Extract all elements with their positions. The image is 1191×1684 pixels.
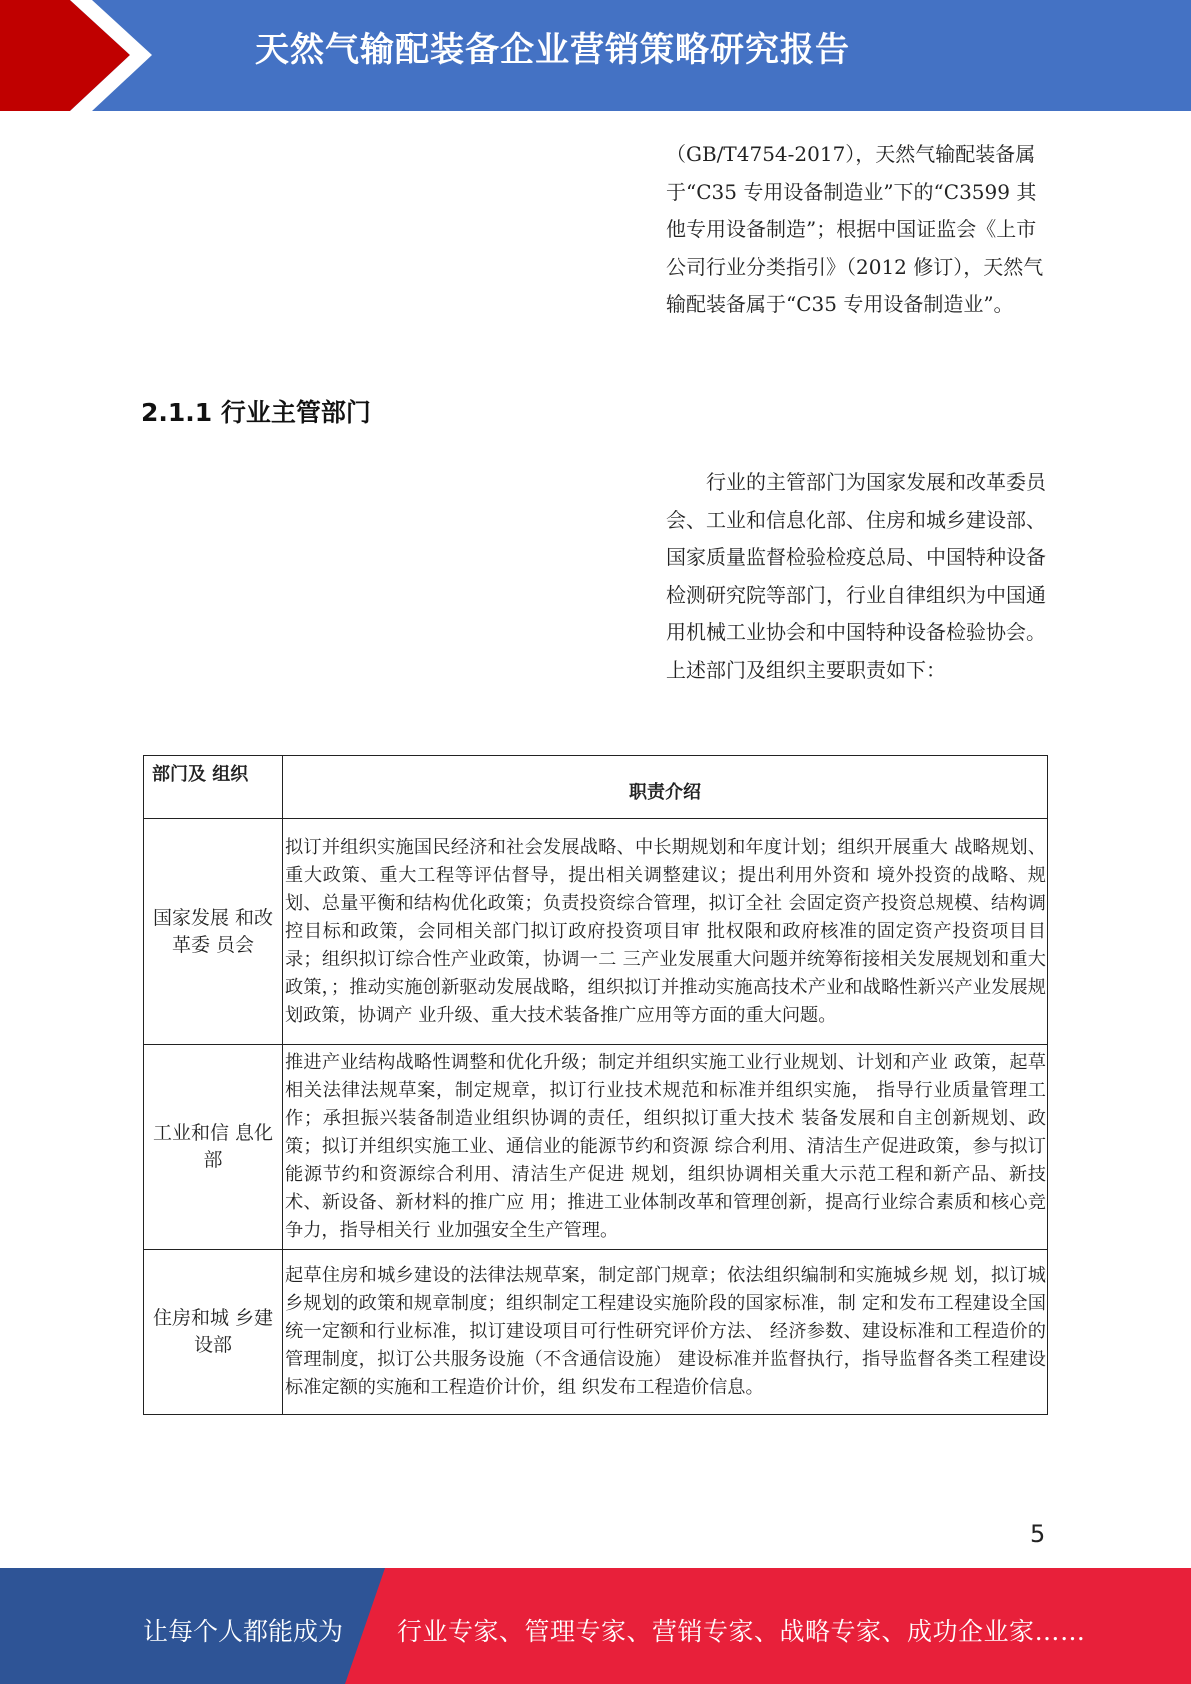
page-header <box>0 0 1191 111</box>
footer-slogan-right: 行业专家、管理专家、营销专家、战略专家、成功企业家…… <box>397 1617 1086 1646</box>
report-title: 天然气输配装备企业营销策略研究报告 <box>255 30 850 70</box>
table-row <box>144 1045 1048 1250</box>
table-header-row <box>144 756 1048 819</box>
section-heading: 2.1.1 行业主管部门 <box>141 398 371 427</box>
footer-slogan-left: 让每个人都能成为 <box>143 1617 344 1646</box>
dept-cell: 工业和信 息化部 <box>144 1045 283 1250</box>
column-header-duty: 职责介绍 <box>283 756 1048 819</box>
dept-cell: 住房和城 乡建设部 <box>144 1250 283 1415</box>
section-paragraph-text: 行业的主管部门为国家发展和改革委员会、工业和信息化部、住房和城乡建设部、国家质量监督检验检疫总局、中国特种设备检测研究院等部门，行业自律组织为中国通用机械工业协会和中国特种设备检验协会。上述部门及组织主要职责如下： <box>666 470 1046 682</box>
table-row <box>144 819 1048 1045</box>
responsibilities-table <box>143 755 1048 1415</box>
column-header-dept: 部门及 组织 <box>144 756 283 819</box>
dept-cell: 国家发展 和改革委 员会 <box>144 819 283 1045</box>
table-row <box>144 1250 1048 1415</box>
section-paragraph <box>666 464 1050 689</box>
duty-cell: 起草住房和城乡建设的法律法规草案，制定部门规章；依法组织编制和实施城乡规 划，拟订城乡规划的政策和规章制度；组织制定工程建设实施阶段的国家标准，制 定和发布工程建设全国统一定额和行业标准，拟订建设项目可行性研究评价方法、 经济参数、建设标准和工程造价的管理制度，拟订公共服务设施（不含通信设施） 建设标准并监督执行，指导监督各类工程建设标准定额的实施和工程造价计价，组 织发布工程造价信息。 <box>283 1250 1048 1415</box>
duty-cell: 推进产业结构战略性调整和优化升级；制定并组织实施工业行业规划、计划和产业 政策，起草相关法律法规草案，制定规章，拟订行业技术规范和标准并组织实施， 指导行业质量管理工作；承担振兴装备制造业组织协调的责任，组织拟订重大技术 装备发展和自主创新规划、政策；拟订并组织实施工业、通信业的能源节约和资源 综合利用、清洁生产促进政策，参与拟订能源节约和资源综合利用、清洁生产促进 规划，组织协调相关重大示范工程和新产品、新技术、新设备、新材料的推广应 用；推进工业体制改革和管理创新，提高行业综合素质和核心竞争力，指导相关行 业加强安全生产管理。 <box>283 1045 1048 1250</box>
page-footer <box>0 1568 1191 1684</box>
intro-paragraph: （GB/T4754-2017），天然气输配装备属于“C35 专用设备制造业”下的“C3599 其他专用设备制造”；根据中国证监会《上市公司行业分类指引》（2012 修订），天然气输配装备属于“C35 专用设备制造业”。 <box>666 142 1044 316</box>
page-number: 5 <box>1030 1520 1046 1548</box>
duty-cell: 拟订并组织实施国民经济和社会发展战略、中长期规划和年度计划；组织开展重大 战略规划、重大政策、重大工程等评估督导，提出相关调整建议；提出利用外资和 境外投资的战略、规划、总量平衡和结构优化政策；负责投资综合管理，拟订全社 会固定资产投资总规模、结构调控目标和政策，会同相关部门拟订政府投资项目审 批权限和政府核准的固定资产投资项目目录；组织拟订综合性产业政策，协调一二 三产业发展重大问题并统筹衔接相关发展规划和重大政策，；推动实施创新驱动发展战略，组织拟订并推动实施高技术产业和战略性新兴产业发展规划政策，协调产 业升级、重大技术装备推广应用等方面的重大问题。 <box>283 819 1048 1045</box>
